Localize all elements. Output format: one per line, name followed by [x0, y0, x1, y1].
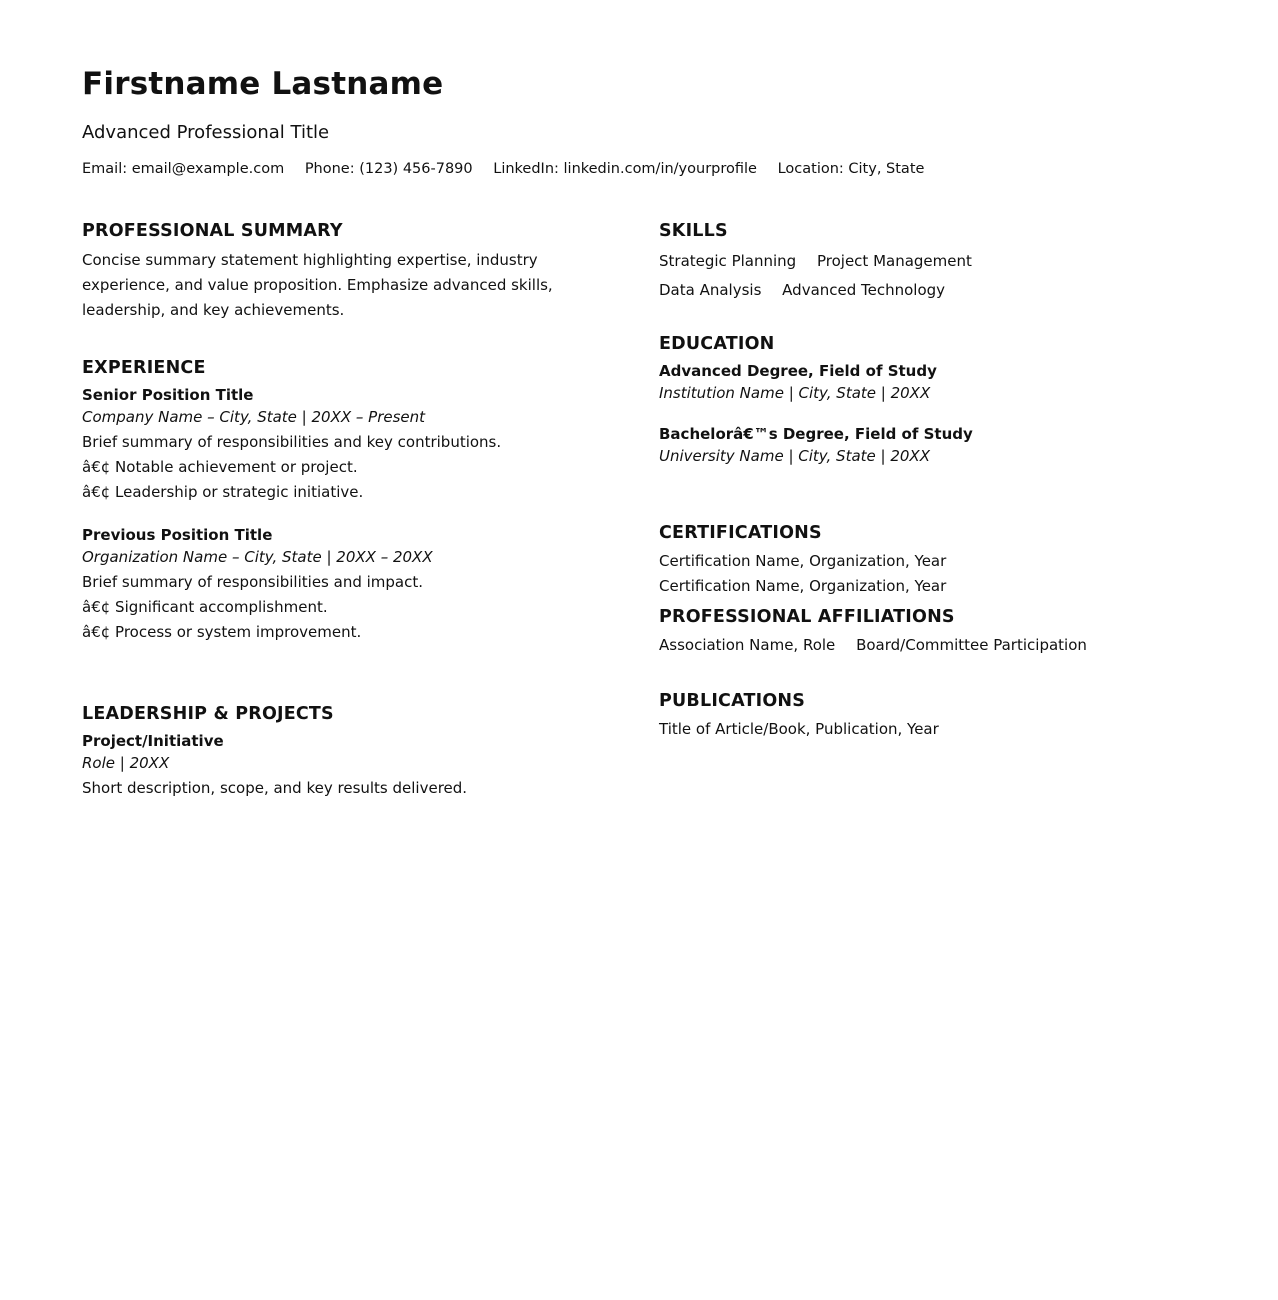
project-meta: Role | 20XX: [82, 754, 170, 772]
education-entry: [659, 360, 1219, 404]
professional-title: Advanced Professional Title: [82, 122, 330, 143]
degree: Advanced Degree, Field of Study: [659, 362, 937, 380]
skill-item: Advanced Technology: [782, 281, 946, 299]
education-entry: [659, 423, 1219, 467]
certification-item: Certification Name, Organization, Year: [659, 577, 947, 595]
section-heading: CERTIFICATIONS: [659, 523, 822, 543]
contact-info: [82, 158, 1212, 180]
contact-linkedin: LinkedIn: linkedin.com/in/yourprofile: [493, 161, 757, 177]
job-meta: Organization Name – City, State | 20XX – 20XX: [82, 548, 433, 566]
job-line: â€¢ Leadership or strategic initiative.: [82, 483, 364, 501]
job-title: Senior Position Title: [82, 386, 254, 404]
project-entry: [82, 730, 622, 801]
contact-location: Location: City, State: [777, 161, 925, 177]
section-heading: EDUCATION: [659, 334, 775, 354]
job-entry: [82, 524, 622, 645]
contact-email: Email: email@example.com: [82, 161, 285, 177]
affiliations-section: [659, 604, 1219, 658]
project-description: Short description, scope, and key results delivered.: [82, 779, 468, 797]
section-heading: EXPERIENCE: [82, 358, 206, 378]
job-line: Brief summary of responsibilities and impact.: [82, 573, 424, 591]
job-entry: [82, 384, 622, 505]
project-title: Project/Initiative: [82, 732, 224, 750]
affiliations-list: [659, 633, 1219, 658]
contact-phone: Phone: (123) 456-7890: [304, 161, 473, 177]
section-heading: PUBLICATIONS: [659, 691, 806, 711]
education-section: [659, 331, 1219, 467]
publications-list: [659, 717, 1219, 742]
section-heading: PROFESSIONAL AFFILIATIONS: [659, 607, 955, 627]
education-meta: University Name | City, State | 20XX: [659, 447, 930, 465]
degree: Bachelorâ€™s Degree, Field of Study: [659, 425, 973, 443]
skill-item: Project Management: [816, 252, 972, 270]
section-heading: PROFESSIONAL SUMMARY: [82, 221, 343, 241]
section-heading: LEADERSHIP & PROJECTS: [82, 704, 334, 724]
affiliation-item: Association Name, Role: [659, 636, 836, 654]
section-heading: SKILLS: [659, 221, 728, 241]
resume-page: [82, 62, 1212, 797]
skill-item: Data Analysis: [659, 281, 762, 299]
job-line: â€¢ Notable achievement or project.: [82, 458, 358, 476]
affiliation-item: Board/Committee Participation: [856, 636, 1087, 654]
summary-section: [82, 218, 622, 323]
job-line: Brief summary of responsibilities and key contributions.: [82, 433, 502, 451]
skills-list: [659, 247, 1089, 305]
leadership-section: [82, 701, 622, 801]
summary-text: Concise summary statement highlighting expertise, industry experience, and value proposition. Emphasize advanced skills, leadership, and key achievements.: [82, 251, 553, 319]
job-line: â€¢ Process or system improvement.: [82, 623, 362, 641]
certification-item: Certification Name, Organization, Year: [659, 552, 947, 570]
experience-section: [82, 355, 622, 645]
job-meta: Company Name – City, State | 20XX – Present: [82, 408, 426, 426]
certifications-section: [659, 520, 1219, 599]
skill-item: Strategic Planning: [659, 252, 797, 270]
candidate-name: Firstname Lastname: [82, 66, 444, 102]
publication-item: Title of Article/Book, Publication, Year: [659, 720, 939, 738]
job-title: Previous Position Title: [82, 526, 273, 544]
education-meta: Institution Name | City, State | 20XX: [659, 384, 931, 402]
publications-section: [659, 688, 1219, 742]
job-line: â€¢ Significant accomplishment.: [82, 598, 328, 616]
skills-section: [659, 218, 1219, 305]
certifications-list: [659, 549, 1219, 599]
